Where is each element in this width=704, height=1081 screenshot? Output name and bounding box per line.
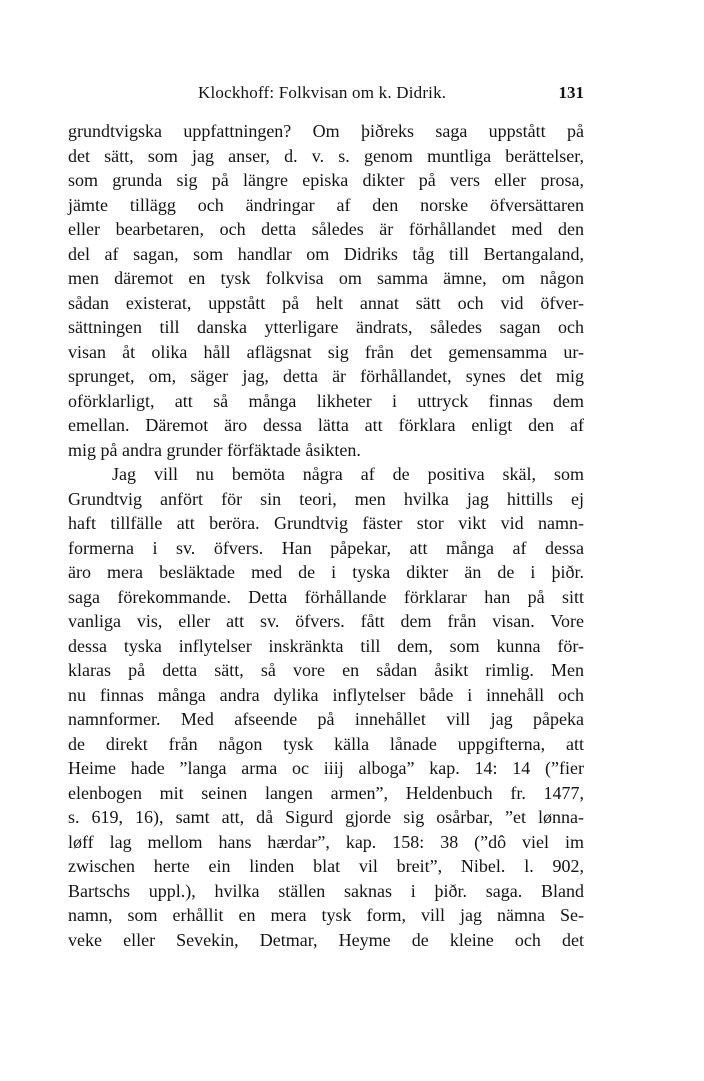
paragraph-end-line: mig på andra grunder förfäktade åsikten. — [68, 439, 361, 460]
page-header — [68, 83, 584, 109]
text-line: äro mera besläktade med de i tyska dikter än de i þiðr. — [68, 562, 584, 582]
text-line: sprunget, om, säger jag, detta är förhållandet, synes det mig — [68, 366, 584, 386]
text-line: det sätt, som jag anser, d. v. s. genom muntliga berättelser, — [68, 145, 584, 166]
text-line: Heime hade ”langa arma oc iiij alboga” kap. 14: 14 (”fier — [68, 758, 584, 778]
text-line: sättningen till danska ytterligare ändrats, således sagan och — [68, 317, 584, 337]
text-line: Grundtvig anfört för sin teori, men hvilka jag hittills ej — [68, 488, 584, 509]
text-line: sådan existerat, uppstått på helt annat sätt och vid öfver- — [68, 292, 584, 313]
text-line: visan åt olika håll aflägsnat sig från det gemensamma ur- — [68, 341, 584, 362]
text-line: namn, som erhållit en mera tysk form, vill jag nämna Se- — [68, 905, 584, 925]
text-line: haft tillfälle att beröra. Grundtvig fäster stor vikt vid namn- — [68, 513, 584, 533]
text-line: zwischen herte ein linden blat vil breit”, Nibel. l. 902, — [68, 856, 584, 876]
text-line: jämte tillägg och ändringar af den norske öfversättaren — [68, 194, 584, 215]
text-line: s. 619, 16), samt att, då Sigurd gjorde sig osårbar, ”et lønna- — [68, 807, 584, 827]
page-number: 131 — [558, 83, 584, 102]
text-line: som grunda sig på längre episka dikter på vers eller prosa, — [68, 170, 584, 190]
text-line: eller bearbetaren, och detta således är förhållandet med den — [68, 219, 584, 239]
text-line: dessa tyska inflytelser inskränkta till dem, som kunna för- — [68, 635, 584, 656]
text-line: de direkt från någon tysk källa lånade uppgifterna, att — [68, 733, 584, 754]
text-line: formerna i sv. öfvers. Han påpekar, att många af dessa — [68, 537, 584, 558]
text-line: klaras på detta sätt, så vore en sådan åsikt rimlig. Men — [68, 660, 584, 680]
text-line: nu finnas många andra dylika inflytelser både i innehåll och — [68, 684, 584, 705]
text-line: løff lag mellom hans hærdar”, kap. 158: 38 (”dô viel im — [68, 831, 584, 852]
text-line: emellan. Däremot äro dessa lätta att förklara enligt den af — [68, 415, 584, 435]
text-line: oförklarligt, att så många likheter i uttryck finnas dem — [68, 390, 584, 411]
text-line: men däremot en tysk folkvisa om samma ämne, om någon — [68, 268, 584, 288]
text-line: vanliga vis, eller att sv. öfvers. fått dem från visan. Vore — [68, 611, 584, 631]
paragraph-start-line: Jag vill nu bemöta några af de positiva skäl, som — [112, 464, 584, 484]
text-line: Bartschs uppl.), hvilka ställen saknas i þiðr. saga. Bland — [68, 880, 584, 901]
text-line: elenbogen mit seinen langen armen”, Heldenbuch fr. 1477, — [68, 782, 584, 803]
text-line: saga förekommande. Detta förhållande förklarar han på sitt — [68, 586, 584, 607]
body-text — [68, 119, 584, 952]
running-title: Klockhoff: Folkvisan om k. Didrik. — [198, 83, 447, 102]
text-line: grundtvigska uppfattningen? Om þiðreks saga uppstått på — [68, 121, 584, 141]
text-line: del af sagan, som handlar om Didriks tåg till Bertangaland, — [68, 243, 584, 264]
text-line: namnformer. Med afseende på innehållet vill jag påpeka — [68, 709, 584, 729]
text-line: veke eller Sevekin, Detmar, Heyme de kleine och det — [68, 929, 584, 950]
